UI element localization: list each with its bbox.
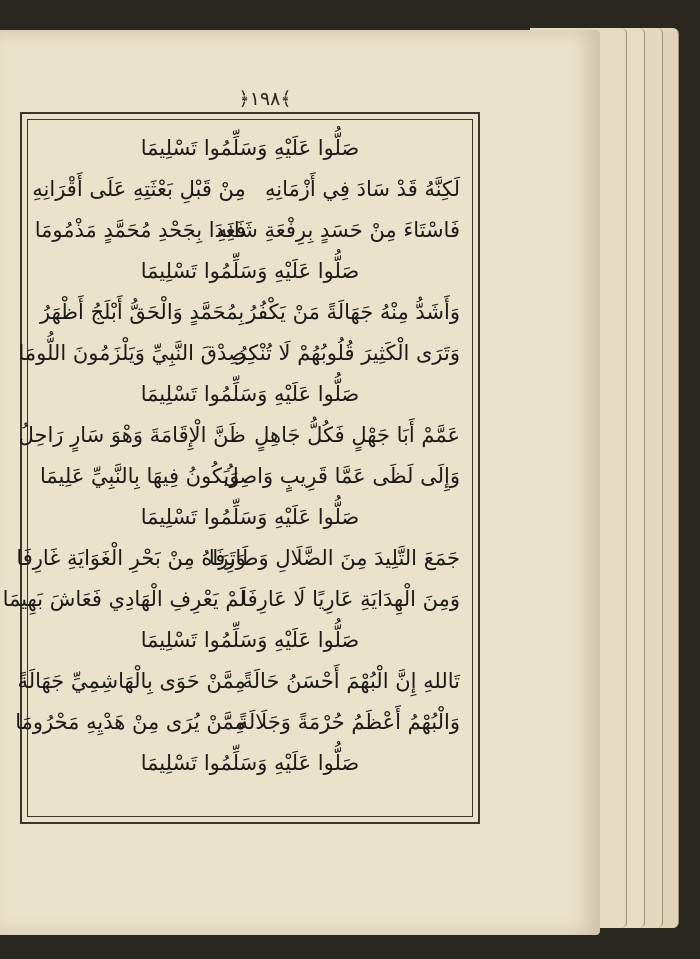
verse-line [16,538,460,579]
second-hemistich: مِمَّنْ حَوَى بِالْهَاشِمِيِّ جَهَالَةً [17,669,246,693]
second-hemistich: صِدْقَ النَّبِيِّ وَيَلْزَمُونَ اللُّومَا [18,341,246,365]
verse-line [34,210,460,251]
second-hemistich: وَيَكُونُ فِيهَا بِالنَّبِيِّ عَلِيمَا [40,464,240,488]
second-hemistich: لَمْ يَعْرِفِ الْهَادِي فَعَاشَ بَهِيمَا [2,587,246,611]
second-hemistich: مِمَّنْ يُرَى مِنْ هَدْيِهِ مَحْرُومَا [15,710,246,734]
page-number: ﴿١٩٨﴾ [238,88,292,110]
text-frame-inner [2,119,473,817]
second-hemistich: فَغَدَا بِجَحْدِ مُحَمَّدٍ مَذْمُومَا [34,218,246,242]
first-hemistich: وَالْبُهْمُ أَعْظَمُ حُرْمَةً وَجَلَالَةً [237,710,460,734]
refrain-line: صَلُّوا عَلَيْهِ وَسَلِّمُوا تَسْلِيمَا [140,136,360,160]
first-hemistich: تَاللهِ إِنَّ الْبُهْمَ أَحْسَنُ حَالَةً [242,669,460,693]
first-hemistich: وَإِلَى لَظَى عَمَّا قَرِيبٍ وَاصِلُ [223,464,460,488]
first-hemistich: لَكِنَّهُ قَدْ سَادَ فِي أَزْمَانِهِ [265,177,460,201]
verse-line [15,702,460,743]
refrain-line: صَلُّوا عَلَيْهِ وَسَلِّمُوا تَسْلِيمَا [140,382,360,406]
refrain-line: صَلُّوا عَلَيْهِ وَسَلِّمُوا تَسْلِيمَا [140,505,360,529]
second-hemistich: وَتَرَاهُ مِنْ بَحْرِ الْغَوَايَةِ غَارِفَا [16,546,246,570]
second-hemistich: بِمُحَمَّدٍ وَالْحَقُّ أَبْلَجُ أَظْهَرُ [40,300,245,324]
first-hemistich: جَمَعَ التَّلِيدَ مِنَ الضَّلَالِ وَطَارِفَا [208,546,460,570]
text-frame [2,112,480,824]
second-hemistich: ظَنَّ الْإِقَامَةَ وَهْوَ سَارٍ رَاحِلُ [18,423,246,447]
book-page [0,30,600,935]
first-hemistich: فَاسْتَاءَ مِنْ حَسَدٍ بِرِفْعَةِ شَانِهِ [216,218,460,242]
verse-line [40,292,460,333]
refrain-line: صَلُّوا عَلَيْهِ وَسَلِّمُوا تَسْلِيمَا [140,751,360,775]
second-hemistich: مِنْ قَبْلِ بَعْثَتِهِ عَلَى أَقْرَانِهِ [32,177,246,201]
refrain-line: صَلُّوا عَلَيْهِ وَسَلِّمُوا تَسْلِيمَا [140,259,360,283]
first-hemistich: وَتَرَى الْكَثِيرَ قُلُوبُهُمْ لَا تُنْكِرُ [236,341,460,365]
verse-line [18,333,460,374]
verse-line [17,661,460,702]
poem-body [2,128,460,804]
first-hemistich: وَأَشَدُّ مِنْهُ جَهَالَةً مَنْ يَكْفُرُ [246,300,460,324]
verse-line [32,169,460,210]
first-hemistich: وَمِنَ الْهِدَايَةِ عَارِيًا لَا عَارِفَا [241,587,460,611]
verse-line [40,456,460,497]
verse-line [2,579,460,620]
verse-line [18,415,460,456]
first-hemistich: عَمَّمْ أَبَا جَهْلٍ فَكُلُّ جَاهِلٍ [254,423,460,447]
refrain-line: صَلُّوا عَلَيْهِ وَسَلِّمُوا تَسْلِيمَا [140,628,360,652]
